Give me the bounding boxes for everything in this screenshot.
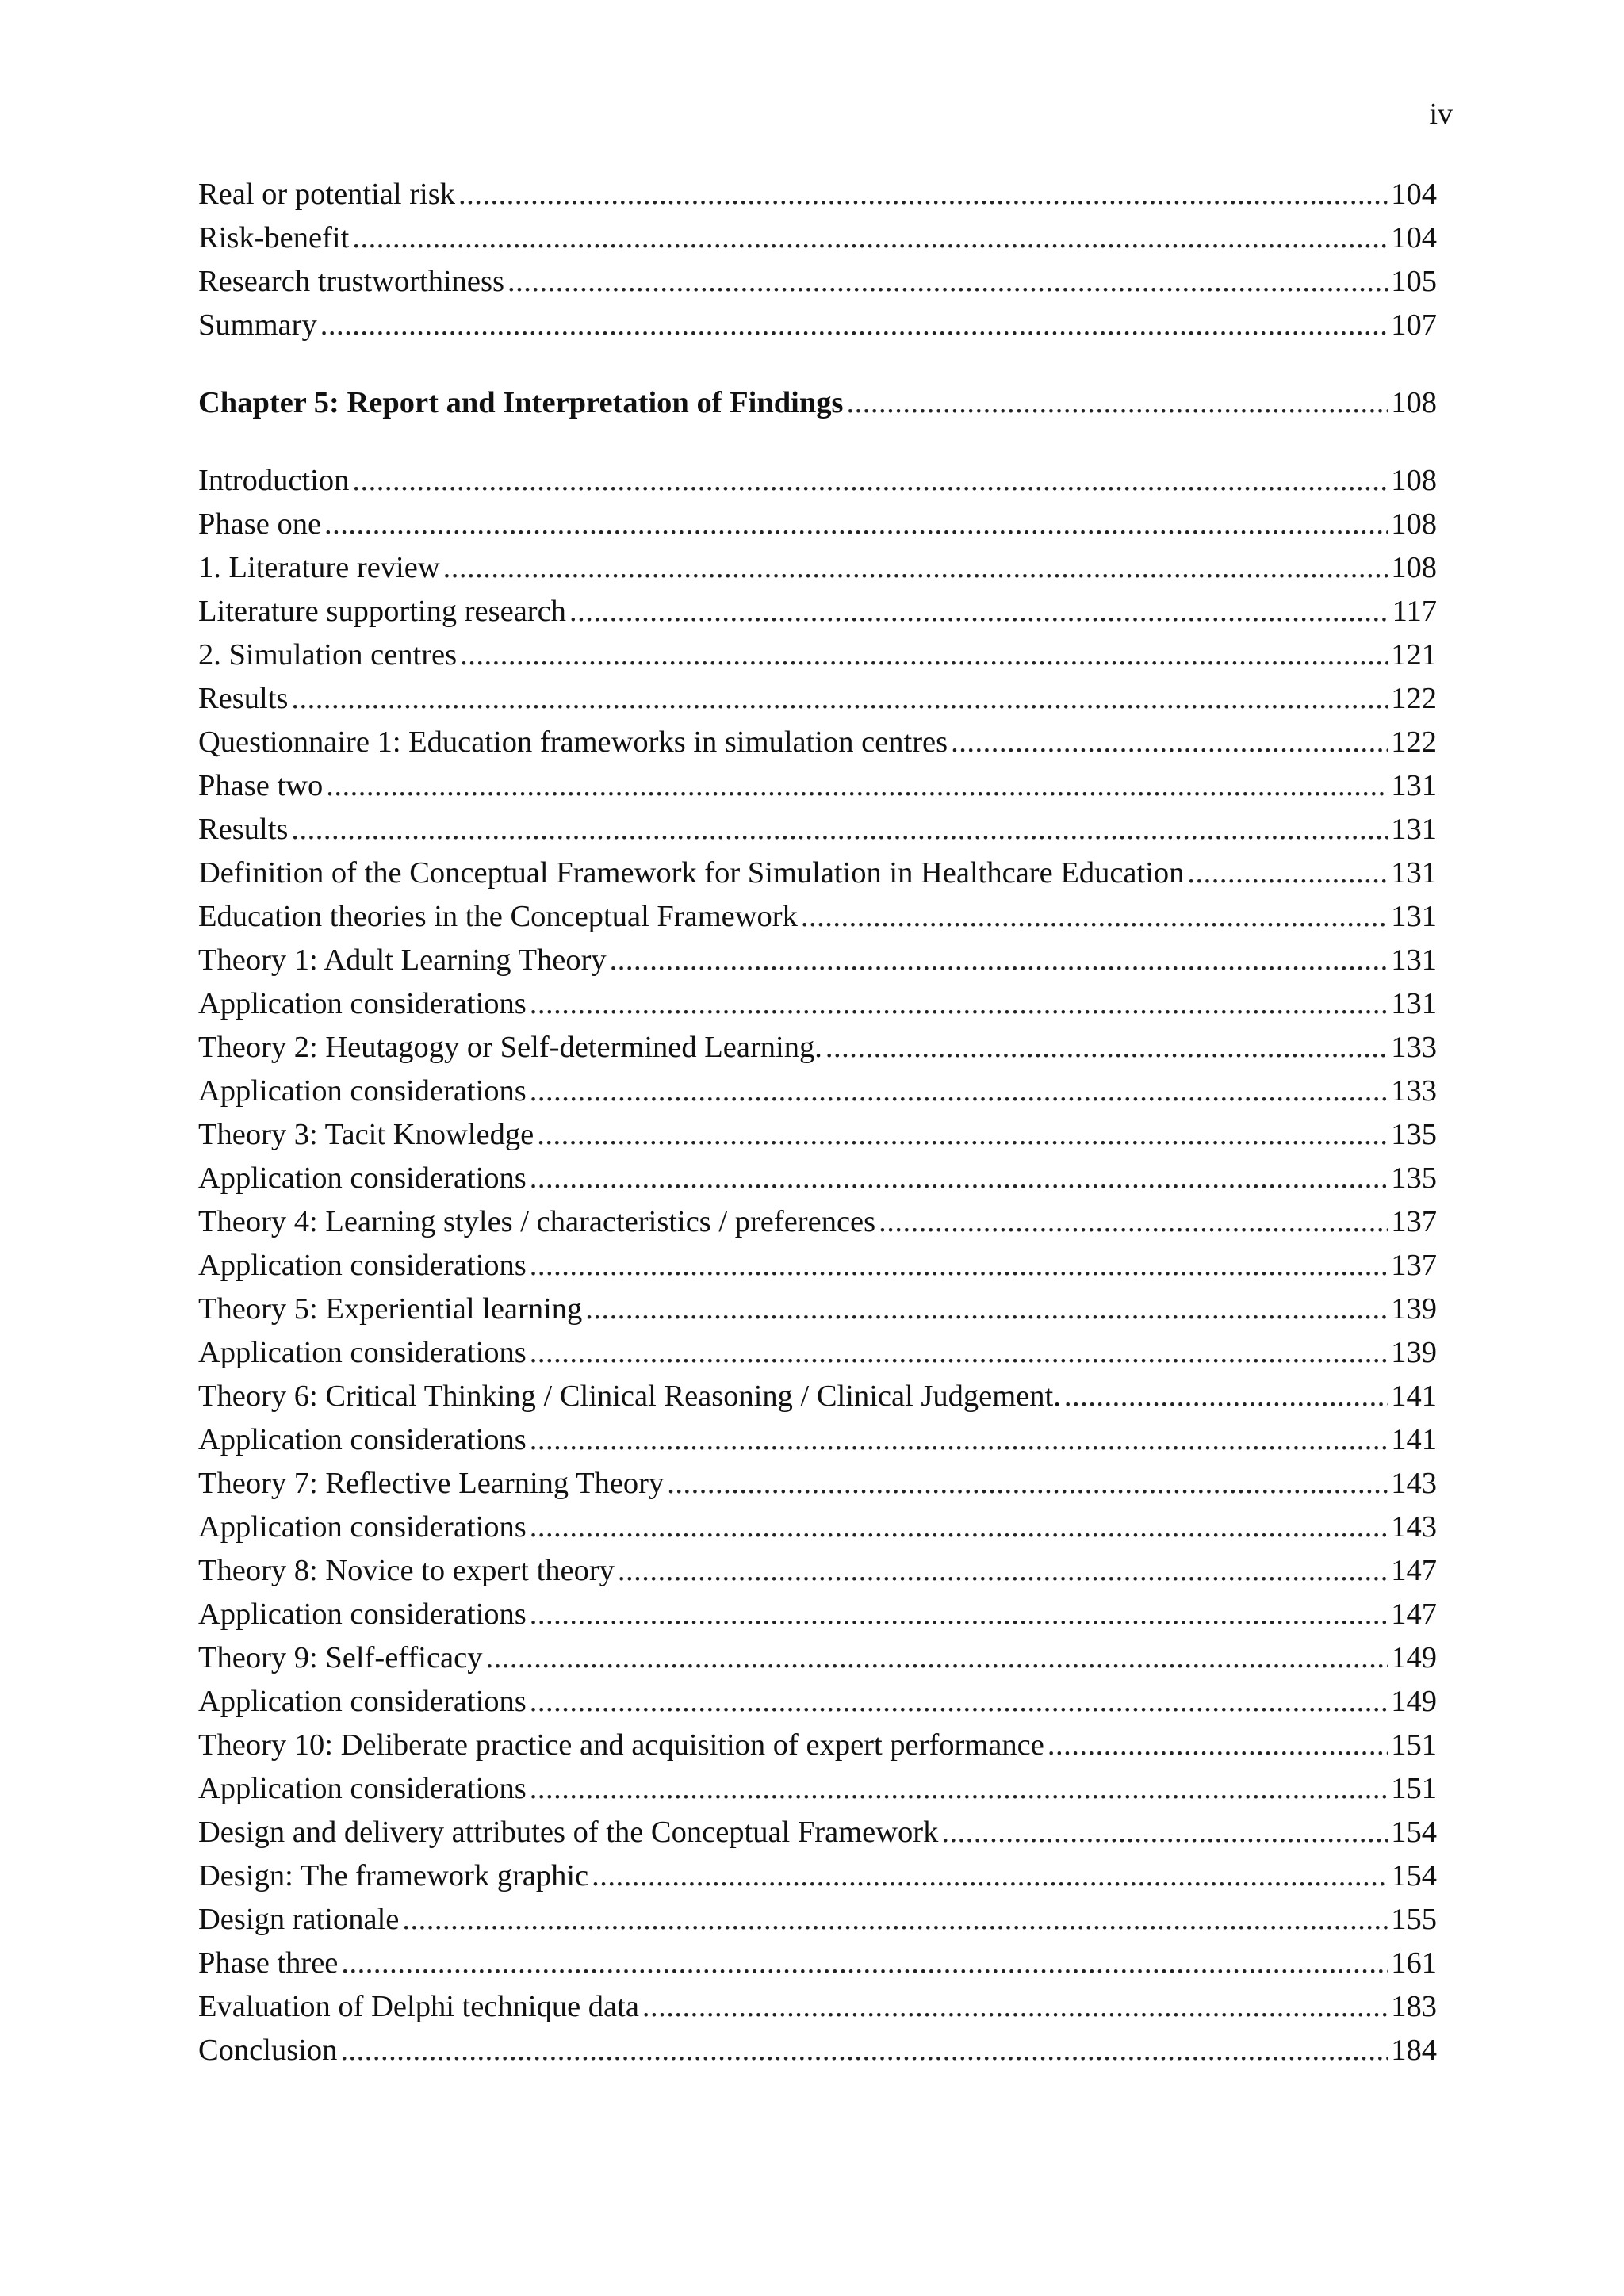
toc-dot-leader (530, 1157, 1388, 1200)
toc-entry-page: 183 (1391, 1990, 1437, 2023)
toc-dot-leader (326, 764, 1388, 808)
toc-entry-title: Results (198, 813, 289, 846)
toc-entry-title: Application considerations (198, 1685, 527, 1718)
toc-entry-page: 108 (1391, 507, 1437, 541)
toc-entry[interactable] (198, 1026, 1437, 1070)
toc-entry[interactable] (198, 1113, 1437, 1157)
toc-entry-title: Real or potential risk (198, 178, 455, 211)
toc-entry[interactable] (198, 1375, 1437, 1418)
toc-entry[interactable] (198, 1549, 1437, 1593)
toc-entry-title: Definition of the Conceptual Framework for Simulation in Healthcare Education (198, 856, 1185, 890)
toc-entry-title: Theory 9: Self-efficacy (198, 1641, 483, 1674)
toc-dot-leader (460, 633, 1388, 677)
toc-dot-leader (618, 1549, 1388, 1593)
toc-entry-page: 149 (1391, 1685, 1437, 1718)
toc-entry-title: Phase one (198, 507, 322, 541)
toc-entry[interactable] (198, 1942, 1437, 1985)
toc-dot-leader (592, 1854, 1388, 1898)
toc-entry-page: 143 (1391, 1467, 1437, 1500)
toc-dot-leader (1187, 851, 1388, 895)
toc-dot-leader (530, 1680, 1388, 1724)
toc-entry-title: Application considerations (198, 1423, 527, 1456)
toc-entry-page: 104 (1391, 221, 1437, 254)
toc-entry[interactable] (198, 1636, 1437, 1680)
toc-entry[interactable] (198, 1331, 1437, 1375)
toc-dot-leader (530, 1244, 1388, 1288)
toc-entry-title: Evaluation of Delphi technique data (198, 1990, 639, 2023)
toc-dot-leader (610, 939, 1389, 982)
toc-entry-page: 104 (1391, 178, 1437, 211)
toc-entry-title: Application considerations (198, 987, 527, 1020)
toc-dot-leader (847, 381, 1389, 425)
toc-entry-title: Application considerations (198, 1249, 527, 1282)
toc-entry-title: Theory 1: Adult Learning Theory (198, 943, 607, 977)
toc-entry-page: 139 (1391, 1336, 1437, 1369)
toc-dot-leader (458, 173, 1388, 216)
toc-dot-leader (951, 721, 1388, 764)
toc-entry-title: Application considerations (198, 1772, 527, 1805)
toc-entry-page: 131 (1391, 943, 1437, 977)
toc-entry-page: 105 (1391, 265, 1437, 298)
toc-entry[interactable] (198, 895, 1437, 939)
toc-entry-title: Application considerations (198, 1074, 527, 1108)
page-number: iv (1429, 98, 1453, 131)
toc-dot-leader (530, 1418, 1388, 1462)
toc-entry-title: Theory 5: Experiential learning (198, 1292, 583, 1326)
toc-entry-title: Chapter 5: Report and Interpretation of Findings (198, 386, 844, 419)
toc-entry[interactable] (198, 304, 1437, 347)
toc-dot-leader (402, 1898, 1388, 1942)
toc-entry[interactable] (198, 216, 1437, 260)
toc-entry-page: 141 (1391, 1423, 1437, 1456)
toc-entry[interactable] (198, 982, 1437, 1026)
toc-entry[interactable] (198, 546, 1437, 590)
toc-entry-page: 137 (1391, 1249, 1437, 1282)
toc-dot-leader (667, 1462, 1388, 1506)
toc-entry[interactable] (198, 1418, 1437, 1462)
toc-entry-page: 131 (1391, 769, 1437, 802)
toc-entry-title: Design: The framework graphic (198, 1859, 589, 1892)
toc-entry[interactable] (198, 503, 1437, 546)
toc-entry-page: 133 (1391, 1031, 1437, 1064)
toc-dot-leader (324, 503, 1388, 546)
toc-dot-leader (352, 459, 1388, 503)
toc-dot-leader (941, 1811, 1388, 1854)
toc-entry[interactable] (198, 939, 1437, 982)
toc-group-chapter-5-heading (198, 381, 1437, 425)
toc-dot-leader (443, 546, 1389, 590)
toc-entry[interactable] (198, 721, 1437, 764)
toc-entry-page: 141 (1391, 1380, 1437, 1413)
toc-entry[interactable] (198, 1898, 1437, 1942)
toc-entry-page: 108 (1391, 464, 1437, 497)
toc-entry[interactable] (198, 459, 1437, 503)
toc-group-chapter-4-tail (198, 173, 1437, 347)
toc-entry-title: Design rationale (198, 1903, 400, 1936)
toc-entry-title: 2. Simulation centres (198, 638, 458, 672)
toc-entry[interactable] (198, 764, 1437, 808)
toc-entry-title: Phase two (198, 769, 324, 802)
toc-entry-title: Theory 4: Learning styles / characteristics / preferences (198, 1205, 876, 1238)
toc-entry[interactable] (198, 1680, 1437, 1724)
toc-entry-page: 133 (1391, 1074, 1437, 1108)
toc-entry-title: Literature supporting research (198, 595, 566, 628)
toc-entry-page: 139 (1391, 1292, 1437, 1326)
toc-entry-page: 147 (1391, 1598, 1437, 1631)
toc-dot-leader (1048, 1724, 1388, 1767)
toc-dot-leader (485, 1636, 1388, 1680)
toc-entry-title: Design and delivery attributes of the Conceptual Framework (198, 1816, 939, 1849)
toc-dot-leader (291, 808, 1388, 851)
toc-entry[interactable] (198, 1200, 1437, 1244)
toc-dot-leader (537, 1113, 1388, 1157)
toc-entry[interactable] (198, 1157, 1437, 1200)
toc-dot-leader (530, 982, 1388, 1026)
toc-entry-title: 1. Literature review (198, 551, 440, 584)
toc-entry[interactable] (198, 1724, 1437, 1767)
toc-entry-title: Questionnaire 1: Education frameworks in simulation centres (198, 725, 948, 759)
toc-entry-page: 122 (1391, 682, 1437, 715)
table-of-contents (198, 173, 1437, 2072)
toc-entry-page: 121 (1391, 638, 1437, 672)
toc-entry-page: 143 (1391, 1510, 1437, 1544)
toc-dot-leader (801, 895, 1388, 939)
toc-entry-page: 131 (1391, 987, 1437, 1020)
toc-entry-title: Summary (198, 308, 317, 342)
toc-dot-leader (340, 2029, 1388, 2072)
toc-entry-page: 161 (1391, 1946, 1437, 1980)
toc-entry-page: 137 (1391, 1205, 1437, 1238)
toc-entry[interactable] (198, 851, 1437, 895)
toc-entry-page: 155 (1391, 1903, 1437, 1936)
toc-entry[interactable] (198, 1462, 1437, 1506)
toc-entry-title: Theory 7: Reflective Learning Theory (198, 1467, 665, 1500)
toc-entry-title: Application considerations (198, 1510, 527, 1544)
toc-entry[interactable] (198, 1811, 1437, 1854)
toc-entry-page: 154 (1391, 1816, 1437, 1849)
toc-entry-page: 108 (1391, 551, 1437, 584)
toc-entry[interactable] (198, 1985, 1437, 2029)
toc-entry[interactable] (198, 1070, 1437, 1113)
toc-entry-title: Education theories in the Conceptual Framework (198, 900, 798, 933)
toc-entry[interactable] (198, 1506, 1437, 1549)
toc-dot-leader (1064, 1375, 1388, 1418)
toc-entry-page: 135 (1391, 1161, 1437, 1195)
toc-dot-leader (320, 304, 1389, 347)
toc-dot-leader (508, 260, 1388, 304)
toc-entry-title: Application considerations (198, 1598, 527, 1631)
toc-entry-title: Theory 3: Tacit Knowledge (198, 1118, 534, 1151)
toc-dot-leader (825, 1026, 1388, 1070)
toc-entry[interactable] (198, 590, 1437, 633)
toc-dot-leader (341, 1942, 1388, 1985)
toc-entry-page: 107 (1391, 308, 1437, 342)
toc-entry-page: 147 (1391, 1554, 1437, 1587)
toc-entry-title: Results (198, 682, 289, 715)
toc-entry-title: Theory 6: Critical Thinking / Clinical Reasoning / Clinical Judgement. (198, 1380, 1061, 1413)
toc-entry-page: 117 (1392, 595, 1437, 628)
toc-entry-page: 154 (1391, 1859, 1437, 1892)
toc-entry-title: Theory 8: Novice to expert theory (198, 1554, 615, 1587)
toc-entry-title: Risk-benefit (198, 221, 350, 254)
toc-dot-leader (530, 1331, 1388, 1375)
toc-entry-title: Theory 10: Deliberate practice and acquisition of expert performance (198, 1728, 1044, 1762)
toc-entry-page: 184 (1391, 2034, 1437, 2067)
toc-dot-leader (291, 677, 1388, 721)
toc-entry[interactable] (198, 633, 1437, 677)
toc-entry[interactable] (198, 808, 1437, 851)
toc-entry-page: 151 (1391, 1728, 1437, 1762)
toc-entry[interactable] (198, 1593, 1437, 1636)
toc-entry-page: 149 (1391, 1641, 1437, 1674)
toc-entry-title: Application considerations (198, 1161, 527, 1195)
toc-entry-title: Application considerations (198, 1336, 527, 1369)
toc-dot-leader (569, 590, 1390, 633)
toc-group-chapter-5-body (198, 459, 1437, 2072)
toc-dot-leader (530, 1767, 1388, 1811)
toc-chapter-heading[interactable] (198, 381, 1437, 425)
toc-dot-leader (530, 1506, 1388, 1549)
toc-entry[interactable] (198, 1288, 1437, 1331)
toc-entry[interactable] (198, 173, 1437, 216)
toc-entry-page: 135 (1391, 1118, 1437, 1151)
toc-dot-leader (585, 1288, 1388, 1331)
toc-entry-page: 131 (1391, 856, 1437, 890)
toc-dot-leader (530, 1070, 1388, 1113)
toc-entry-title: Theory 2: Heutagogy or Self-determined Learning. (198, 1031, 822, 1064)
toc-entry[interactable] (198, 677, 1437, 721)
toc-entry-page: 122 (1391, 725, 1437, 759)
toc-entry-title: Introduction (198, 464, 350, 497)
toc-entry[interactable] (198, 1854, 1437, 1898)
toc-entry[interactable] (198, 2029, 1437, 2072)
toc-entry-page: 151 (1391, 1772, 1437, 1805)
toc-dot-leader (642, 1985, 1388, 2029)
toc-dot-leader (879, 1200, 1388, 1244)
toc-entry-title: Research trustworthiness (198, 265, 504, 298)
toc-dot-leader (352, 216, 1388, 260)
toc-entry-page: 108 (1391, 386, 1437, 419)
toc-entry[interactable] (198, 1767, 1437, 1811)
toc-entry[interactable] (198, 260, 1437, 304)
toc-dot-leader (530, 1593, 1388, 1636)
toc-entry-page: 131 (1391, 900, 1437, 933)
toc-entry[interactable] (198, 1244, 1437, 1288)
toc-entry-title: Conclusion (198, 2034, 338, 2067)
toc-entry-title: Phase three (198, 1946, 339, 1980)
toc-entry-page: 131 (1391, 813, 1437, 846)
